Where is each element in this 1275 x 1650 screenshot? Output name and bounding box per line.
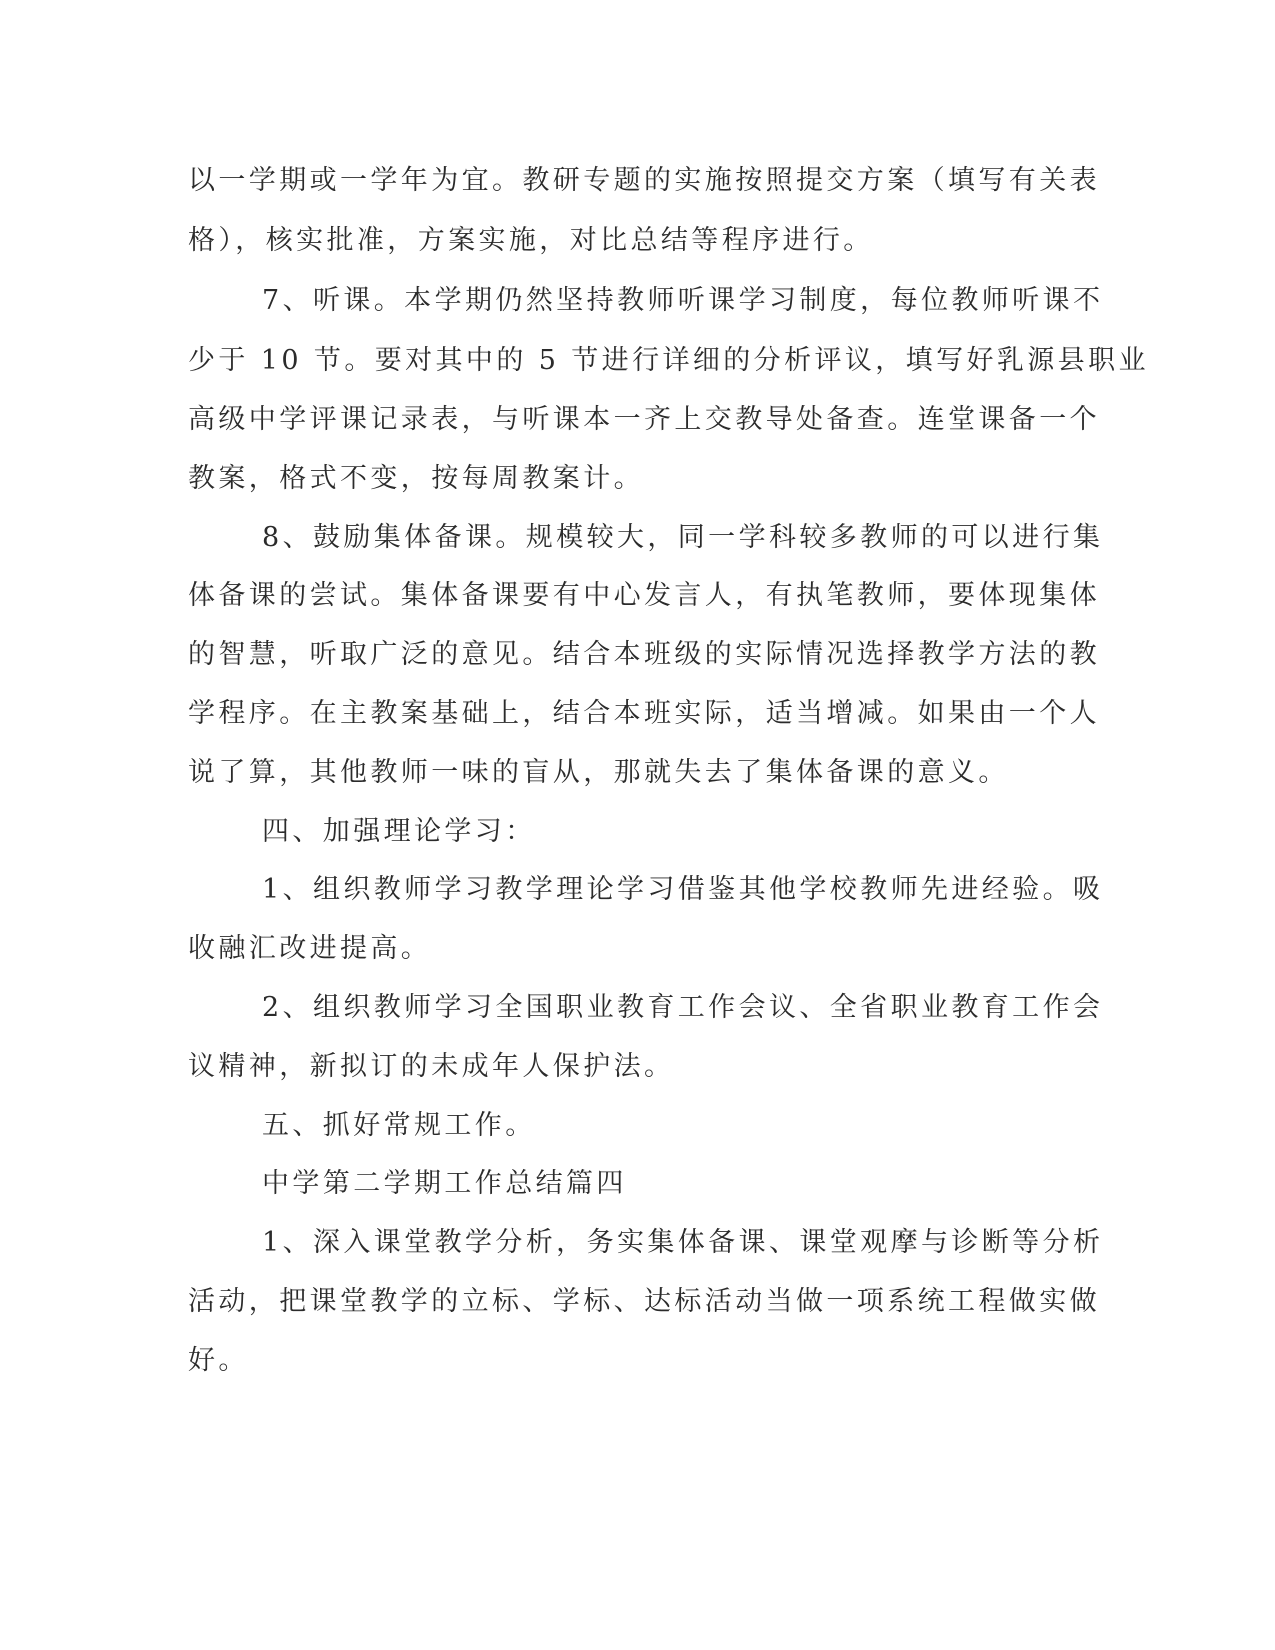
section-heading: 五、抓好常规工作。: [262, 1110, 536, 1141]
text-line: 好。: [188, 1345, 249, 1376]
text-line: 以一学期或一学年为宜。教研专题的实施按照提交方案（填写有关表: [188, 165, 1100, 196]
text-line: 收融汇改进提高。: [188, 933, 432, 964]
text-line: 2、组织教师学习全国职业教育工作会议、全省职业教育工作会: [262, 992, 1104, 1023]
section-heading: 四、加强理论学习：: [262, 816, 536, 847]
text-line: 说了算，其他教师一味的盲从，那就失去了集体备课的意义。: [188, 757, 1009, 788]
text-line: 的智慧，听取广泛的意见。结合本班级的实际情况选择教学方法的教: [188, 639, 1100, 670]
text-line: 活动，把课堂教学的立标、学标、达标活动当做一项系统工程做实做: [188, 1286, 1100, 1317]
text-line: 体备课的尝试。集体备课要有中心发言人，有执笔教师，要体现集体: [188, 580, 1100, 611]
text-line: 格），核实批准，方案实施，对比总结等程序进行。: [188, 225, 874, 256]
text-line: 教案，格式不变，按每周教案计。: [188, 463, 644, 494]
text-line: 议精神，新拟订的未成年人保护法。: [188, 1051, 675, 1082]
text-line: 1、组织教师学习教学理论学习借鉴其他学校教师先进经验。吸: [262, 874, 1104, 905]
text-line: 少于 10 节。要对其中的 5 节进行详细的分析评议，填写好乳源县职业: [188, 345, 1149, 376]
text-line: 8、鼓励集体备课。规模较大，同一学科较多教师的可以进行集: [262, 522, 1104, 553]
text-line: 高级中学评课记录表，与听课本一齐上交教导处备查。连堂课备一个: [188, 404, 1100, 435]
text-line: 学程序。在主教案基础上，结合本班实际，适当增减。如果由一个人: [188, 698, 1100, 729]
text-line: 1、深入课堂教学分析，务实集体备课、课堂观摩与诊断等分析: [262, 1227, 1104, 1258]
text-line: 7、听课。本学期仍然坚持教师听课学习制度，每位教师听课不: [262, 285, 1104, 316]
article-title: 中学第二学期工作总结篇四: [262, 1168, 627, 1199]
